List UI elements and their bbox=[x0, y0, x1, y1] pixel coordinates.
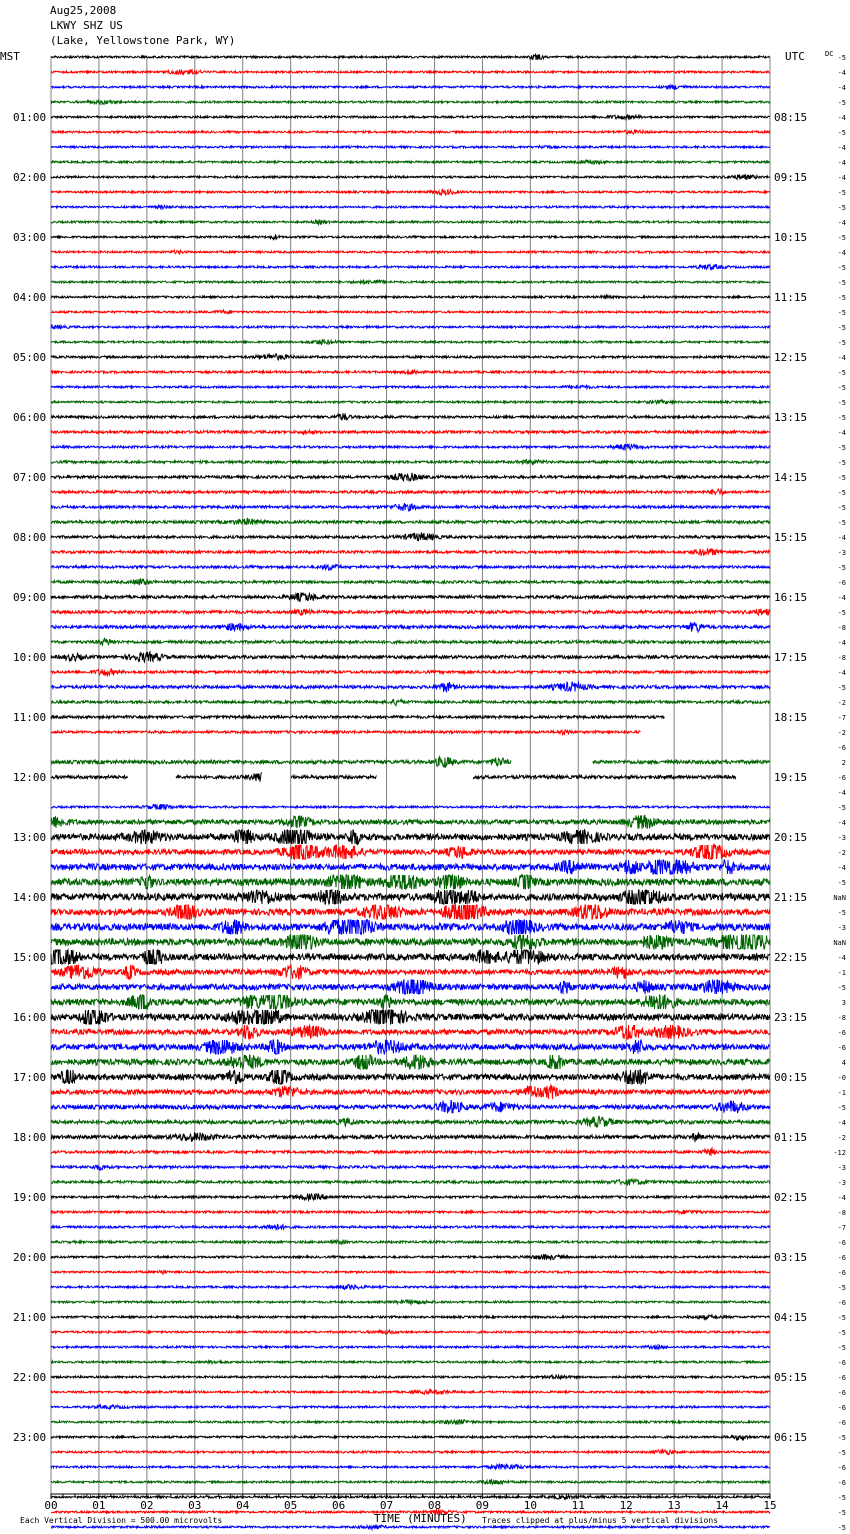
trace-row-2 bbox=[51, 85, 770, 90]
dc-offset-label: -4 bbox=[837, 69, 846, 77]
dc-offset-label: -5 bbox=[837, 444, 846, 452]
x-tick-label: 06 bbox=[331, 1499, 346, 1512]
dc-offset-label: -5 bbox=[837, 1329, 846, 1337]
dc-offset-label: -5 bbox=[837, 204, 846, 212]
x-tick-label: 01 bbox=[92, 1499, 106, 1512]
dc-offset-label: -3 bbox=[837, 1164, 846, 1172]
trace-row-47 bbox=[51, 757, 770, 768]
trace-row-75 bbox=[51, 1179, 770, 1186]
trace-row-32 bbox=[51, 533, 770, 542]
dc-offset-label: -5 bbox=[837, 264, 846, 272]
dc-offset-label: -6 bbox=[837, 1359, 846, 1367]
left-hour-label: 08:00 bbox=[13, 531, 47, 544]
dc-offset-label: -5 bbox=[837, 54, 846, 62]
trace-row-41 bbox=[51, 669, 770, 676]
trace-row-0 bbox=[51, 54, 770, 59]
dc-offset-label: -5 bbox=[837, 1524, 846, 1532]
trace-row-1 bbox=[51, 70, 770, 75]
trace-row-29 bbox=[51, 489, 770, 495]
dc-offset-label: -5 bbox=[837, 804, 846, 812]
trace-row-19 bbox=[51, 339, 770, 344]
dc-offset-label: -4 bbox=[837, 669, 846, 677]
dc-offset-label: -6 bbox=[837, 774, 846, 782]
trace-row-20 bbox=[51, 354, 770, 360]
location-label: (Lake, Yellowstone Park, WY) bbox=[50, 34, 236, 47]
right-hour-label: 04:15 bbox=[774, 1311, 808, 1324]
right-hour-label: 16:15 bbox=[774, 591, 808, 604]
left-timezone-label: MST bbox=[0, 50, 20, 63]
trace-row-23 bbox=[51, 400, 770, 404]
trace-row-87 bbox=[51, 1360, 770, 1363]
dc-offset-label: -5 bbox=[837, 369, 846, 377]
trace-row-94 bbox=[51, 1464, 770, 1469]
trace-row-70 bbox=[51, 1100, 770, 1113]
trace-row-67 bbox=[51, 1055, 770, 1069]
dc-offset-label: -8 bbox=[837, 1209, 846, 1217]
dc-offset-label: -6 bbox=[837, 1299, 846, 1307]
dc-offset-label: -5 bbox=[837, 504, 846, 512]
trace-row-73 bbox=[51, 1148, 770, 1156]
dc-offset-label: -1 bbox=[837, 1089, 846, 1097]
trace-row-42 bbox=[51, 682, 770, 692]
dc-offset-label: -4 bbox=[837, 954, 846, 962]
trace-row-92 bbox=[51, 1435, 770, 1440]
dc-offset-label: -5 bbox=[837, 474, 846, 482]
dc-offset-label: -3 bbox=[837, 924, 846, 932]
right-hour-label: 23:15 bbox=[774, 1011, 808, 1024]
dc-offset-label: -5 bbox=[837, 399, 846, 407]
dc-offset-label: NaN bbox=[833, 894, 846, 902]
dc-offset-label: -6 bbox=[837, 1464, 846, 1472]
x-tick-label: 15 bbox=[763, 1499, 777, 1512]
x-tick-label: 11 bbox=[571, 1499, 585, 1512]
right-hour-label: 17:15 bbox=[774, 651, 808, 664]
dc-offset-label: -5 bbox=[837, 609, 846, 617]
trace-row-11 bbox=[51, 219, 770, 224]
trace-row-72 bbox=[51, 1132, 770, 1142]
dc-offset-label: -5 bbox=[837, 339, 846, 347]
trace-row-90 bbox=[51, 1405, 770, 1409]
dc-offset-label: -6 bbox=[837, 1269, 846, 1277]
trace-row-64 bbox=[51, 1010, 770, 1024]
left-hour-label: 13:00 bbox=[13, 831, 47, 844]
left-hour-label: 10:00 bbox=[13, 651, 47, 664]
dc-offset-label: -3 bbox=[837, 834, 846, 842]
dc-offset-label: -4 bbox=[837, 789, 846, 797]
trace-row-48 bbox=[51, 772, 736, 781]
right-hour-label: 15:15 bbox=[774, 531, 808, 544]
trace-row-80 bbox=[51, 1254, 770, 1260]
right-hour-label: 01:15 bbox=[774, 1131, 808, 1144]
dc-offset-label: -4 bbox=[837, 174, 846, 182]
trace-row-6 bbox=[51, 145, 770, 148]
trace-row-25 bbox=[51, 430, 770, 434]
trace-row-15 bbox=[51, 280, 770, 284]
dc-offset-label: -5 bbox=[837, 909, 846, 917]
trace-row-82 bbox=[51, 1284, 770, 1289]
dc-offset-label: -2 bbox=[837, 729, 846, 737]
dc-offset-label: -2 bbox=[837, 1134, 846, 1142]
trace-row-89 bbox=[51, 1390, 770, 1394]
trace-row-37 bbox=[51, 609, 770, 616]
x-tick-label: 09 bbox=[475, 1499, 490, 1512]
trace-row-77 bbox=[51, 1210, 770, 1214]
dc-offset-label: -4 bbox=[837, 114, 846, 122]
right-hour-label: 10:15 bbox=[774, 231, 808, 244]
left-hour-label: 01:00 bbox=[13, 111, 47, 124]
trace-row-98 bbox=[51, 1524, 770, 1529]
trace-row-76 bbox=[51, 1194, 770, 1201]
dc-offset-label: -3 bbox=[837, 549, 846, 557]
trace-row-56 bbox=[51, 890, 770, 904]
dc-offset-label: -8 bbox=[837, 1014, 846, 1022]
trace-row-45 bbox=[51, 730, 641, 735]
dc-offset-label: -5 bbox=[837, 489, 846, 497]
trace-row-33 bbox=[51, 548, 770, 556]
dc-offset-label: -1 bbox=[837, 969, 846, 977]
right-hour-label: 06:15 bbox=[774, 1431, 808, 1444]
left-hour-label: 04:00 bbox=[13, 291, 47, 304]
dc-offset-label: -12 bbox=[833, 1149, 846, 1157]
trace-row-7 bbox=[51, 160, 770, 164]
clip-note: Traces clipped at plus/minus 5 vertical divisions bbox=[482, 1516, 719, 1525]
dc-offset-label: -5 bbox=[837, 324, 846, 332]
left-hour-label: 12:00 bbox=[13, 771, 47, 784]
right-hour-label: 18:15 bbox=[774, 711, 808, 724]
dc-offset-label: -6 bbox=[837, 1239, 846, 1247]
left-hour-label: 15:00 bbox=[13, 951, 47, 964]
x-tick-label: 13 bbox=[667, 1499, 681, 1512]
dc-offset-label: -4 bbox=[837, 429, 846, 437]
dc-offset-label: -6 bbox=[837, 1254, 846, 1262]
dc-offset-label: -6 bbox=[837, 1389, 846, 1397]
right-hour-label: 09:15 bbox=[774, 171, 808, 184]
left-hour-label: 11:00 bbox=[13, 711, 47, 724]
left-hour-label: 09:00 bbox=[13, 591, 47, 604]
date-label: Aug25,2008 bbox=[50, 4, 117, 17]
trace-row-61 bbox=[51, 965, 770, 979]
right-hour-label: 13:15 bbox=[774, 411, 808, 424]
trace-row-79 bbox=[51, 1240, 770, 1244]
dc-offset-label: -8 bbox=[837, 654, 846, 662]
dc-offset-label: -6 bbox=[837, 1374, 846, 1382]
trace-row-69 bbox=[51, 1085, 770, 1099]
left-hour-label: 17:00 bbox=[13, 1071, 47, 1084]
dc-offset-label: -6 bbox=[837, 1479, 846, 1487]
right-hour-label: 19:15 bbox=[774, 771, 808, 784]
x-tick-label: 05 bbox=[284, 1499, 298, 1512]
trace-row-18 bbox=[51, 325, 770, 329]
trace-row-35 bbox=[51, 578, 770, 585]
dc-offset-label: 3 bbox=[841, 999, 846, 1007]
right-hour-label: 22:15 bbox=[774, 951, 808, 964]
left-hour-label: 02:00 bbox=[13, 171, 47, 184]
x-tick-label: 08 bbox=[427, 1499, 442, 1512]
dc-offset-label: -5 bbox=[837, 1494, 846, 1502]
dc-offset-label: -5 bbox=[837, 564, 846, 572]
trace-row-8 bbox=[51, 174, 770, 179]
dc-offset-label: -4 bbox=[837, 819, 846, 827]
dc-offset-label: -5 bbox=[837, 309, 846, 317]
trace-row-60 bbox=[51, 950, 770, 964]
trace-row-51 bbox=[51, 815, 770, 829]
dc-label: DC bbox=[825, 50, 834, 58]
left-hour-label: 06:00 bbox=[13, 411, 47, 424]
x-tick-label: 00 bbox=[44, 1499, 58, 1512]
right-hour-label: 08:15 bbox=[774, 111, 808, 124]
trace-row-57 bbox=[51, 905, 770, 919]
trace-row-91 bbox=[51, 1419, 770, 1424]
dc-offset-label: -7 bbox=[837, 714, 846, 722]
trace-row-39 bbox=[51, 638, 770, 645]
dc-offset-label: -5 bbox=[837, 1314, 846, 1322]
seismic-traces bbox=[51, 54, 770, 1534]
trace-row-81 bbox=[51, 1270, 770, 1274]
trace-row-27 bbox=[51, 459, 770, 464]
dc-offset-label: -5 bbox=[837, 879, 846, 887]
dc-offset-label: -5 bbox=[837, 414, 846, 422]
dc-offset-label: -5 bbox=[837, 189, 846, 197]
dc-offset-label: -4 bbox=[837, 1194, 846, 1202]
x-axis-title: TIME (MINUTES) bbox=[374, 1512, 467, 1525]
dc-offset-label: -4 bbox=[837, 249, 846, 257]
dc-offset-label: -4 bbox=[837, 1119, 846, 1127]
dc-offset-label: -5 bbox=[837, 1284, 846, 1292]
dc-offset-label: NaN bbox=[833, 939, 846, 947]
left-hour-label: 23:00 bbox=[13, 1431, 47, 1444]
dc-offset-label: -4 bbox=[837, 144, 846, 152]
right-hour-label: 12:15 bbox=[774, 351, 808, 364]
x-tick-label: 10 bbox=[523, 1499, 537, 1512]
dc-offset-label: -3 bbox=[837, 1179, 846, 1187]
trace-row-68 bbox=[51, 1070, 770, 1084]
dc-offset-label: -4 bbox=[837, 639, 846, 647]
trace-row-12 bbox=[51, 235, 770, 239]
dc-offset-label: -4 bbox=[837, 534, 846, 542]
trace-row-9 bbox=[51, 189, 770, 195]
dc-offset-label: -4 bbox=[837, 219, 846, 227]
trace-row-38 bbox=[51, 622, 770, 631]
trace-row-84 bbox=[51, 1315, 770, 1319]
trace-row-17 bbox=[51, 310, 770, 314]
dc-offset-label: -6 bbox=[837, 1044, 846, 1052]
dc-offset-label: -5 bbox=[837, 519, 846, 527]
left-hour-label: 20:00 bbox=[13, 1251, 47, 1264]
left-hour-label: 16:00 bbox=[13, 1011, 47, 1024]
dc-offset-label: -8 bbox=[837, 624, 846, 632]
trace-row-21 bbox=[51, 369, 770, 374]
trace-row-36 bbox=[51, 592, 770, 601]
trace-row-58 bbox=[51, 920, 770, 934]
right-hour-label: 03:15 bbox=[774, 1251, 808, 1264]
trace-row-66 bbox=[51, 1040, 770, 1054]
dc-offset-label: -4 bbox=[837, 84, 846, 92]
trace-row-74 bbox=[51, 1165, 770, 1170]
right-hour-label: 20:15 bbox=[774, 831, 808, 844]
trace-row-10 bbox=[51, 205, 770, 209]
trace-row-65 bbox=[51, 1025, 770, 1039]
right-hour-label: 00:15 bbox=[774, 1071, 808, 1084]
trace-row-78 bbox=[51, 1224, 770, 1230]
trace-row-24 bbox=[51, 413, 770, 420]
dc-offset-label: -5 bbox=[837, 294, 846, 302]
trace-row-88 bbox=[51, 1375, 770, 1379]
trace-row-86 bbox=[51, 1345, 770, 1349]
dc-offset-label: -4 bbox=[837, 594, 846, 602]
trace-row-85 bbox=[51, 1330, 770, 1334]
trace-row-62 bbox=[51, 980, 770, 994]
left-hour-label: 18:00 bbox=[13, 1131, 47, 1144]
trace-row-22 bbox=[51, 385, 770, 389]
left-hour-label: 14:00 bbox=[13, 891, 47, 904]
trace-row-14 bbox=[51, 264, 770, 269]
trace-row-30 bbox=[51, 503, 770, 511]
trace-row-31 bbox=[51, 518, 770, 524]
dc-offset-label: 4 bbox=[841, 1059, 846, 1067]
trace-row-28 bbox=[51, 473, 770, 482]
trace-row-50 bbox=[51, 804, 770, 810]
left-hour-label: 07:00 bbox=[13, 471, 47, 484]
dc-offset-label: -5 bbox=[837, 1509, 846, 1517]
dc-offset-label: -6 bbox=[837, 579, 846, 587]
x-tick-label: 02 bbox=[140, 1499, 154, 1512]
dc-offset-label: -6 bbox=[837, 744, 846, 752]
trace-row-26 bbox=[51, 444, 770, 451]
right-timezone-label: UTC bbox=[785, 50, 805, 63]
right-hour-label: 02:15 bbox=[774, 1191, 808, 1204]
trace-row-43 bbox=[51, 699, 770, 706]
trace-row-3 bbox=[51, 100, 770, 105]
dc-offset-label: -2 bbox=[837, 849, 846, 857]
right-hour-label: 14:15 bbox=[774, 471, 808, 484]
dc-offset-label: -6 bbox=[837, 1029, 846, 1037]
dc-offset-label: -5 bbox=[837, 459, 846, 467]
right-hour-label: 11:15 bbox=[774, 291, 808, 304]
trace-row-16 bbox=[51, 295, 770, 299]
dc-offset-label: -5 bbox=[837, 684, 846, 692]
station-label: LKWY SHZ US bbox=[50, 19, 123, 32]
trace-row-34 bbox=[51, 564, 770, 570]
scale-note: Each Vertical Division = 500.00 microvolts bbox=[20, 1516, 223, 1525]
dc-offset-label: -6 bbox=[837, 1419, 846, 1427]
trace-row-71 bbox=[51, 1116, 770, 1127]
trace-row-54 bbox=[51, 860, 770, 874]
dc-offset-label: -5 bbox=[837, 99, 846, 107]
x-tick-label: 04 bbox=[236, 1499, 250, 1512]
trace-row-44 bbox=[51, 716, 665, 719]
trace-row-83 bbox=[51, 1300, 770, 1305]
trace-row-53 bbox=[51, 845, 770, 859]
trace-row-4 bbox=[51, 115, 770, 119]
dc-offset-label: -4 bbox=[837, 864, 846, 872]
dc-offset-label: -4 bbox=[837, 159, 846, 167]
trace-row-59 bbox=[51, 935, 770, 949]
x-tick-label: 07 bbox=[379, 1499, 394, 1512]
trace-row-5 bbox=[51, 130, 770, 134]
trace-row-13 bbox=[51, 250, 770, 254]
left-hour-label: 21:00 bbox=[13, 1311, 47, 1324]
dc-offset-label: -5 bbox=[837, 1449, 846, 1457]
dc-offset-label: -5 bbox=[837, 384, 846, 392]
dc-offset-label: -5 bbox=[837, 129, 846, 137]
dc-offset-label: -5 bbox=[837, 1344, 846, 1352]
dc-offset-label: 2 bbox=[841, 759, 846, 767]
right-hour-label: 05:15 bbox=[774, 1371, 808, 1384]
trace-row-52 bbox=[51, 830, 770, 844]
trace-row-40 bbox=[51, 652, 770, 662]
right-hour-label: 21:15 bbox=[774, 891, 808, 904]
dc-offset-label: -5 bbox=[837, 984, 846, 992]
dc-offset-label: -5 bbox=[837, 234, 846, 242]
minute-grid bbox=[51, 57, 770, 1494]
trace-row-93 bbox=[51, 1450, 770, 1455]
trace-row-55 bbox=[51, 875, 770, 889]
dc-offset-label: -5 bbox=[837, 1434, 846, 1442]
x-tick-label: 03 bbox=[188, 1499, 202, 1512]
x-tick-label: 14 bbox=[715, 1499, 729, 1512]
dc-offset-label: -5 bbox=[837, 279, 846, 287]
dc-offset-label: -0 bbox=[837, 1074, 846, 1082]
left-hour-label: 22:00 bbox=[13, 1371, 47, 1384]
left-hour-label: 05:00 bbox=[13, 351, 47, 364]
dc-offset-label: -5 bbox=[837, 1104, 846, 1112]
left-hour-label: 03:00 bbox=[13, 231, 47, 244]
dc-offset-label: -2 bbox=[837, 699, 846, 707]
left-hour-label: 19:00 bbox=[13, 1191, 47, 1204]
trace-row-63 bbox=[51, 995, 770, 1009]
dc-offset-label: -7 bbox=[837, 1224, 846, 1232]
x-tick-label: 12 bbox=[619, 1499, 633, 1512]
dc-offset-label: -4 bbox=[837, 354, 846, 362]
axis-labels bbox=[13, 54, 846, 1534]
dc-offset-label: -6 bbox=[837, 1404, 846, 1412]
trace-row-95 bbox=[51, 1479, 770, 1484]
